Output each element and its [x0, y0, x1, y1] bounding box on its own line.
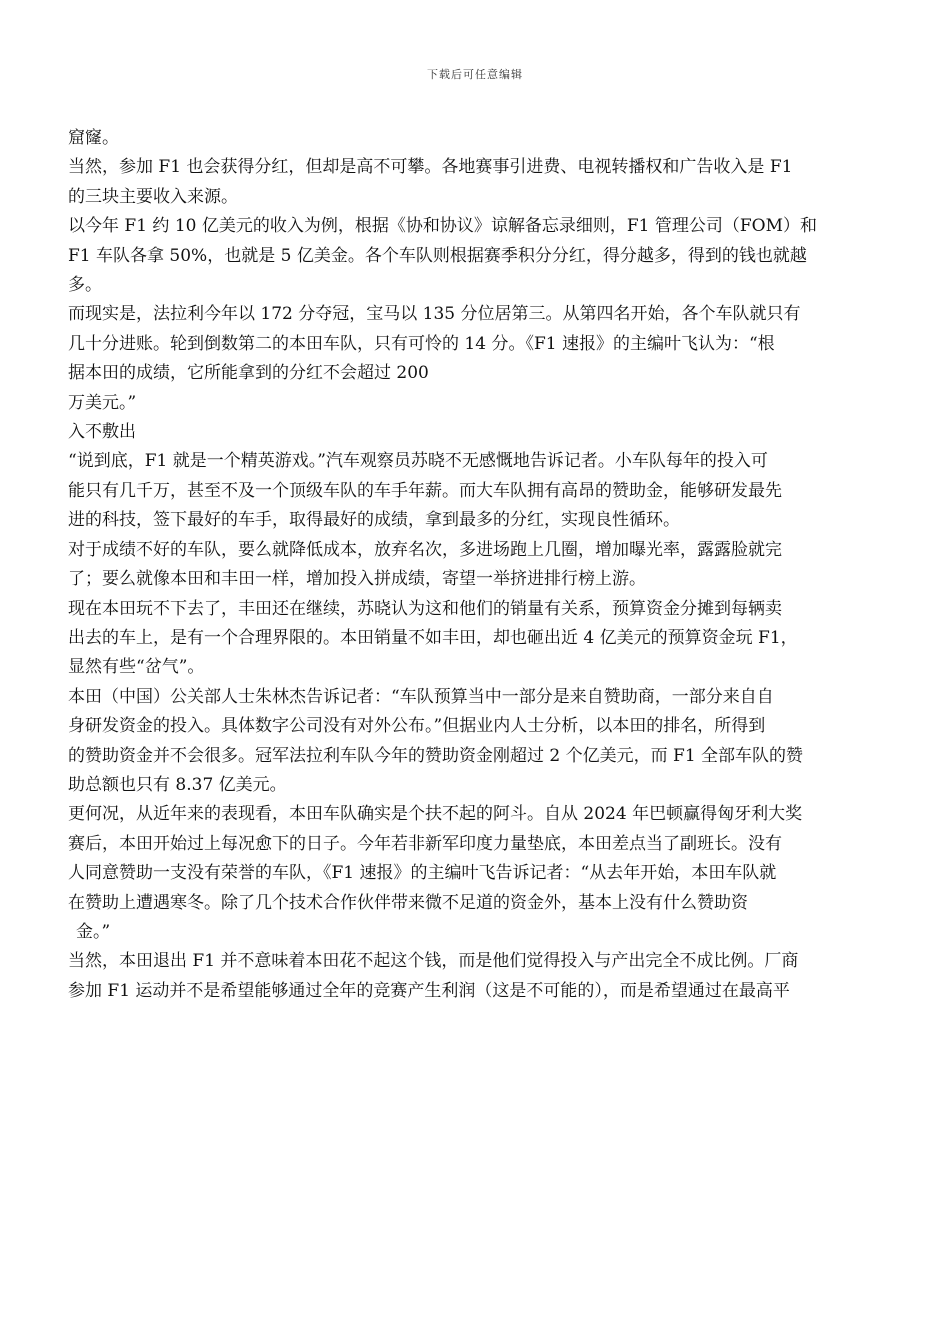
text-line: 当然，本田退出 F1 并不意味着本田花不起这个钱，而是他们觉得投入与产出完全不成比例。厂商	[68, 951, 799, 972]
text-line: 出去的车上，是有一个合理界限的。本田销量不如丰田，却也砸出近 4 亿美元的预算资金玩 F1，	[68, 627, 798, 648]
text-line: 显然有些“岔气”。	[68, 657, 205, 678]
text-line: 对于成绩不好的车队，要么就降低成本，放弃名次，多进场跑上几圈，增加曝光率，露露脸就完	[68, 539, 782, 560]
text-line: 更何况，从近年来的表现看，本田车队确实是个扶不起的阿斗。自从 2024 年巴顿赢得匈牙利大奖	[68, 804, 803, 825]
text-line: 能只有几千万，甚至不及一个顶级车队的车手年薪。而大车队拥有高昂的赞助金，能够研发最先	[68, 480, 782, 501]
text-line: “说到底，F1 就是一个精英游戏。”汽车观察员苏晓不无感慨地告诉记者。小车队每年的投入可	[68, 451, 768, 472]
text-line: 进的科技，签下最好的车手，取得最好的成绩，拿到最多的分红，实现良性循环。	[68, 510, 680, 531]
text-line: 本田（中国）公关部人士朱林杰告诉记者：“车队预算当中一部分是来自赞助商，一部分来自自	[68, 686, 774, 707]
text-line: 助总额也只有 8.37 亿美元。	[68, 774, 287, 795]
text-line: 据本田的成绩，它所能拿到的分红不会超过 200	[68, 363, 429, 384]
text-line: 万美元。”	[68, 392, 137, 413]
text-line: 参加 F1 运动并不是希望能够通过全年的竞赛产生利润（这是不可能的），而是希望通过在最高平	[68, 980, 790, 1001]
text-line: 而现实是，法拉利今年以 172 分夺冠，宝马以 135 分位居第三。从第四名开始，各个车队就只有	[68, 304, 801, 325]
text-line: 入不敷出	[68, 422, 136, 443]
text-line: F1 车队各拿 50%，也就是 5 亿美金。各个车队则根据赛季积分分红，得分越多，得到的钱也就越	[68, 245, 807, 266]
text-line: 的三块主要收入来源。	[68, 186, 238, 207]
text-line: 在赞助上遭遇寒冬。除了几个技术合作伙伴带来微不足道的资金外，基本上没有什么赞助资	[68, 892, 748, 913]
text-line: 人同意赞助一支没有荣誉的车队，《F1 速报》的主编叶飞告诉记者：“从去年开始，本田车队就	[68, 863, 777, 884]
text-line: 多。	[68, 275, 102, 296]
text-line: 的赞助资金并不会很多。冠军法拉利车队今年的赞助资金刚超过 2 个亿美元，而 F1 全部车队的赞	[68, 745, 804, 766]
text-line: 赛后，本田开始过上每况愈下的日子。今年若非新军印度力量垫底，本田差点当了副班长。没有	[68, 833, 782, 854]
text-line: 现在本田玩不下去了，丰田还在继续，苏晓认为这和他们的销量有关系，预算资金分摊到每辆卖	[68, 598, 782, 619]
text-line: 当然，参加 F1 也会获得分红，但却是高不可攀。各地赛事引进费、电视转播权和广告收入是 F1	[68, 157, 793, 178]
text-line: 窟窿。	[68, 128, 119, 148]
page-header: 下载后可任意编辑	[427, 68, 523, 81]
text-line: 了；要么就像本田和丰田一样，增加投入拼成绩，寄望一举挤进排行榜上游。	[68, 569, 646, 590]
article-body	[68, 124, 884, 1006]
text-line: 以今年 F1 约 10 亿美元的收入为例，根据《协和协议》谅解备忘录细则，F1 管理公司（FOM）和	[68, 216, 818, 237]
text-line: 几十分进账。轮到倒数第二的本田车队，只有可怜的 14 分。《F1 速报》的主编叶飞认为：“根	[68, 333, 775, 354]
text-line: 身研发资金的投入。具体数字公司没有对外公布。”但据业内人士分析，以本田的排名，所得到	[68, 716, 766, 737]
text-line: 金。”	[76, 921, 111, 942]
